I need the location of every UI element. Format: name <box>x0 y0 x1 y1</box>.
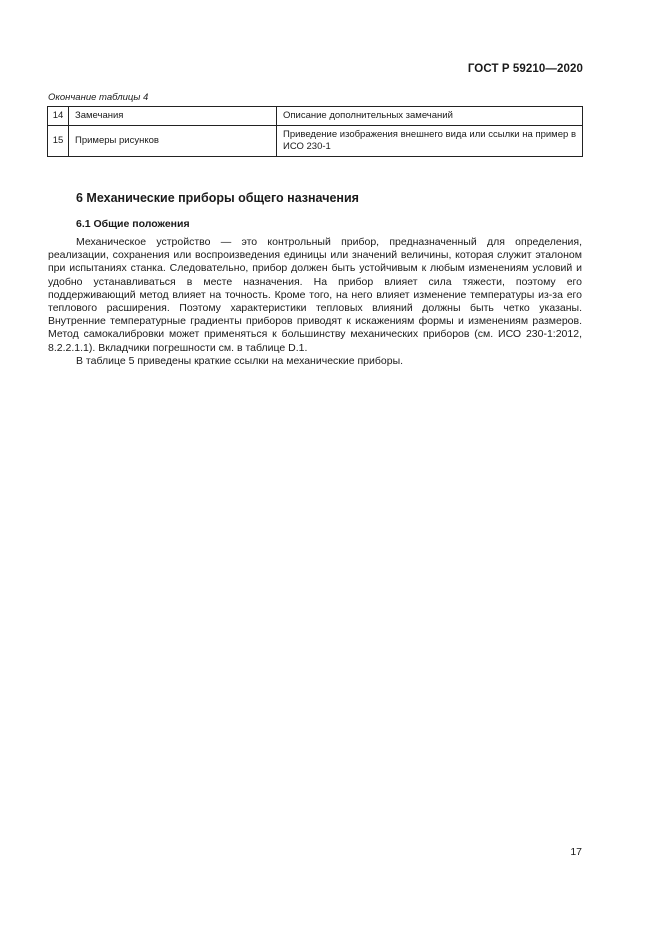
paragraph: В таблице 5 приведены краткие ссылки на механические приборы. <box>76 354 404 367</box>
row-name: Замечания <box>69 107 277 126</box>
row-description: Описание дополнительных замечаний <box>277 107 583 126</box>
paragraph: Механическое устройство — это контрольный прибор, предназначенный для определения, реализации, сохранения или воспроизведения единицы или значений величины, которая служит эталоном при испытаниях станка. Следовательно, прибор должен быть устойчивым к любым изменениям условий и удобно устанавливаться в месте назначения. На прибор влияет сила тяжести, поэтому его поддерживающий метод влияет на точность. Кроме того, на него влияет изменение температуры из-за его теплового расширения. Поэтому характеристики тепловых влияний должны быть четко указаны. Внутренние температурные градиенты приборов приводят к искажениям формы и изменениям размеров. Метод самокалибровки может применяться к большинству механических приборов (см. ИСО 230-1:2012, 8.2.2.1.1). Вкладчики погрешности см. в таблице D.1. <box>48 236 582 354</box>
section-title: 6 Механические приборы общего назначения <box>76 191 359 205</box>
subsection-title: 6.1 Общие положения <box>76 218 190 230</box>
row-number: 14 <box>48 107 69 126</box>
page-number: 17 <box>570 846 582 858</box>
table-row <box>48 126 583 157</box>
table-caption: Окончание таблицы 4 <box>48 92 149 103</box>
row-description: Приведение изображения внешнего вида или ссылки на пример в ИСО 230-1 <box>277 126 583 157</box>
section-body <box>48 236 582 368</box>
document-code: ГОСТ Р 59210—2020 <box>467 63 583 75</box>
row-name: Примеры рисунков <box>69 126 277 157</box>
remarks-table <box>47 106 583 157</box>
row-number: 15 <box>48 126 69 157</box>
table-row <box>48 107 583 126</box>
